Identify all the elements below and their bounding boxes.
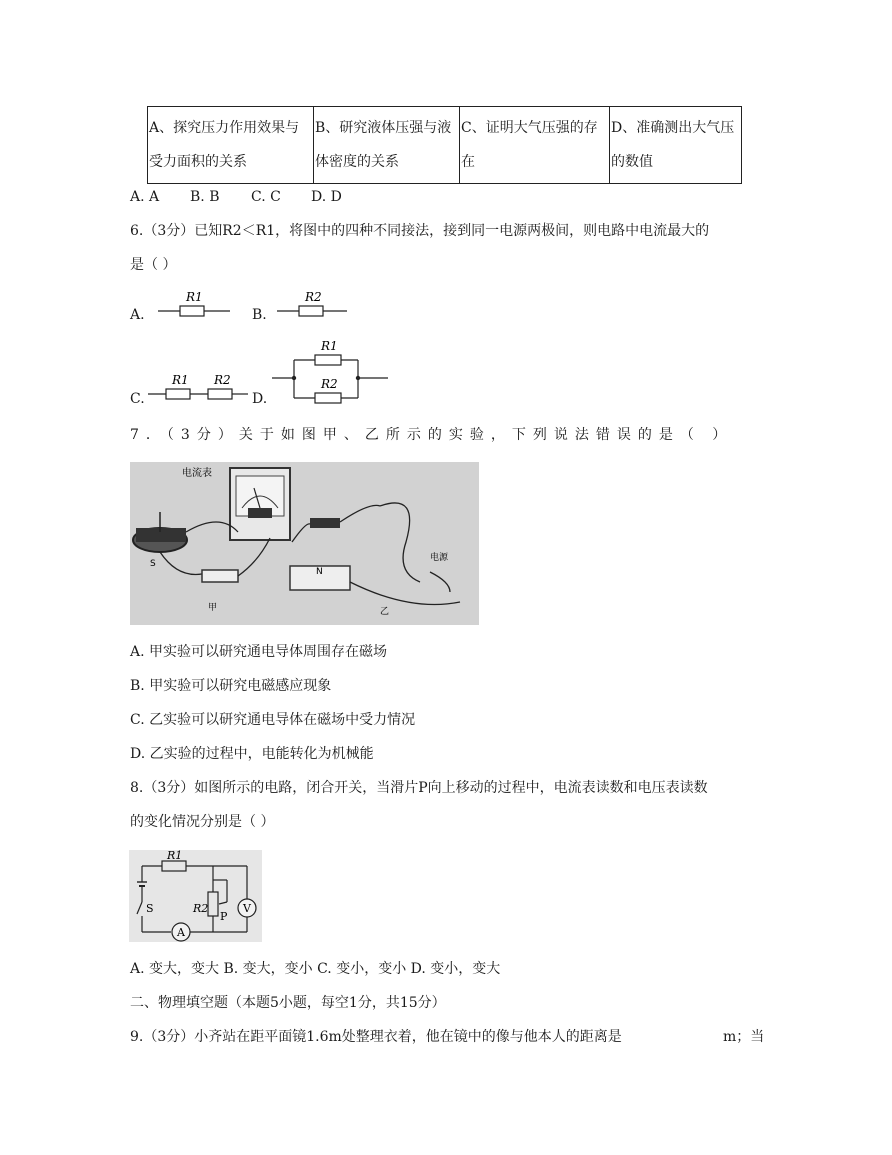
photo-label-ammeter: 电流表: [182, 468, 212, 479]
q6-stem-line2: 是（ ）: [130, 257, 177, 273]
q9-text: 9.（3分）小齐站在距平面镜1.6m处整理衣着，他在镜中的像与他本人的距离是: [130, 1029, 622, 1045]
q8-circuit-diagram: [129, 850, 262, 942]
q8-stem-line2: 的变化情况分别是（ ）: [130, 814, 275, 830]
q8-label-p: P: [220, 910, 228, 923]
section-2-heading: 二、物理填空题（本题5小题，每空1分，共15分）: [130, 995, 446, 1011]
q8-label-a: A: [177, 926, 185, 939]
q5-answer-c: C. C: [251, 189, 281, 205]
q6-label-d: D.: [252, 391, 268, 407]
photo-label-n: N: [316, 567, 323, 577]
cell-b-line2: 体密度的关系: [315, 154, 399, 170]
cell-a-line2: 受力面积的关系: [149, 154, 247, 170]
q7-photo-drawing: [130, 462, 479, 625]
q8-options: A. 变大，变大 B. 变大，变小 C. 变小，变小 D. 变小，变大: [130, 961, 501, 977]
q8-label-r1: R1: [167, 850, 183, 862]
cell-d-line1: D、准确测出大气压: [611, 120, 735, 136]
table-cell-d: [610, 107, 742, 184]
q6-circuit-d: [272, 336, 388, 406]
photo-label-jia: 甲: [208, 603, 218, 613]
q6-circuit-c: [148, 370, 248, 402]
q8-label-s: S: [146, 902, 154, 915]
photo-label-yi: 乙: [380, 607, 390, 617]
table-cell-a: [148, 107, 314, 184]
q9-text-tail: m；当: [723, 1029, 765, 1045]
q6-circuit-b: [277, 288, 347, 320]
photo-label-s: S: [150, 559, 156, 569]
q8-circuit-drawing: [129, 850, 262, 942]
q5-answer-b: B. B: [190, 189, 220, 205]
q6-b-r2-label: R2: [305, 290, 322, 304]
q6-circuit-a: [158, 288, 230, 320]
q6-label-b: B.: [252, 307, 267, 323]
q8-stem-line1: 8.（3分）如图所示的电路，闭合开关，当滑片P向上移动的过程中，电流表读数和电压表读数: [130, 780, 708, 796]
cell-c-line2: 在: [461, 154, 475, 170]
table-cell-b: [314, 107, 460, 184]
q6-stem-line1: 6.（3分）已知R2＜R1，将图中的四种不同接法，接到同一电源两极间，则电路中电流最大的: [130, 223, 710, 239]
cell-a-line1: A、探究压力作用效果与: [149, 120, 300, 136]
cell-d-line2: 的数值: [611, 154, 653, 170]
q7-experiment-photo: [130, 462, 479, 625]
q5-options-table: [147, 106, 742, 184]
q6-a-r1-label: R1: [186, 290, 203, 304]
q7-stem: 7．（3分）关于如图甲、乙所示的实验，下列说法错误的是（ ）: [130, 427, 734, 443]
q6-c-r1-label: R1: [172, 373, 189, 387]
q8-label-v: V: [243, 902, 251, 915]
q6-c-r2-label: R2: [214, 373, 231, 387]
q6-label-a: A.: [130, 307, 145, 323]
photo-label-power: 电源: [430, 553, 449, 563]
table-cell-c: [460, 107, 610, 184]
q5-answer-d: D. D: [311, 189, 342, 205]
q7-option-c: C. 乙实验可以研究通电导体在磁场中受力情况: [130, 712, 416, 728]
q8-label-r2: R2: [193, 902, 209, 915]
q6-d-r1-label: R1: [321, 339, 338, 353]
q7-option-d: D. 乙实验的过程中，电能转化为机械能: [130, 746, 374, 762]
q7-option-b: B. 甲实验可以研究电磁感应现象: [130, 678, 332, 694]
q6-d-r2-label: R2: [321, 377, 338, 391]
cell-b-line1: B、研究液体压强与液: [315, 120, 452, 136]
cell-c-line1: C、证明大气压强的存: [461, 120, 598, 136]
q7-option-a: A. 甲实验可以研究通电导体周围存在磁场: [130, 644, 388, 660]
q6-label-c: C.: [130, 391, 145, 407]
q5-answer-a: A. A: [130, 189, 160, 205]
